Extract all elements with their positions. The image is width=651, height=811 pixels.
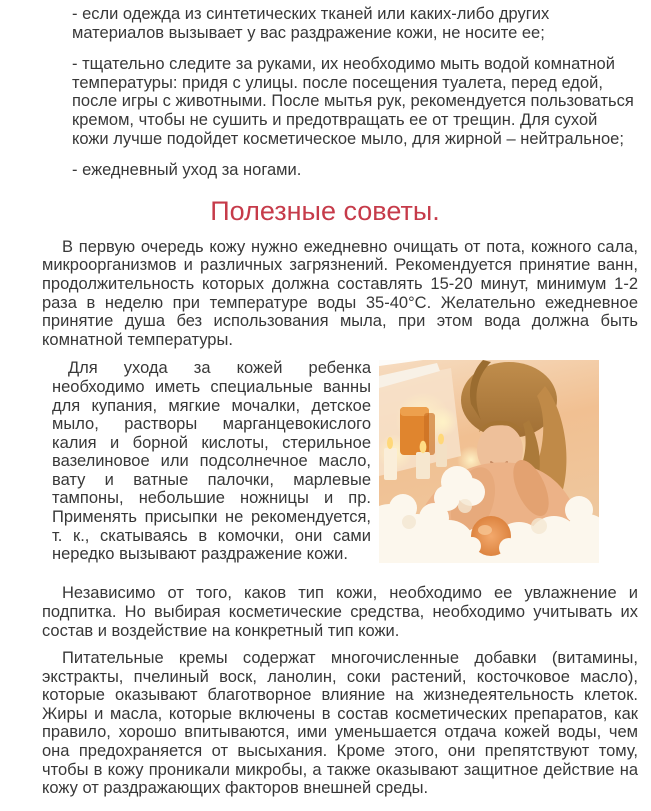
bullet-list <box>72 5 638 180</box>
paragraph-moisturizing: Независимо от того, каков тип кожи, необходимо ее увлажнение и подпитка. Но выбирая косметические средства, необходимо учитывать их состав и воздействие на конкретный тип кожи. <box>42 584 638 640</box>
paragraph-child-skin-care: Для ухода за кожей ребенка необходимо иметь специальные ванны для купания, мягкие мочалки, детское мыло, растворы марганцевокислого калия и борной кислоты, стерильное вазелиновое или подсолнечное масло, вату и ватные палочки, марлевые тампоны, небольшие ножницы и пр. Применять присыпки не рекомендуется, т. к., скатываясь в комочки, они сами нередко вызывают раздражение кожи. <box>52 359 371 564</box>
section-heading: Полезные советы. <box>210 195 440 226</box>
woman-in-bubble-bath-photo <box>379 360 599 563</box>
bullet-item-foot-care: - ежедневный уход за ногами. <box>72 161 302 180</box>
bullet-item-hand-care: - тщательно следите за руками, их необходимо мыть водой комнатной температуры: придя с улицы. после посещения туалета, перед едой, после игры с животными. После мытья рук, рекомендуется пользоваться кремом, чтобы не сушить и предотвращать ее от трещин. Для сухой кожи лучше подойдет косметическое мыло, для жирной – нейтральное; <box>72 55 634 148</box>
paragraph-intro: В первую очередь кожу нужно ежедневно очищать от пота, кожного сала, микроорганизмов и различных загрязнений. Рекомендуется принятие ванн, продолжительность которых должна составлять 15-20 минут, минимум 1-2 раза в неделю при температуре воды 35-40°С. Желательно ежедневное принятие душа без использования мыла, при этом вода должна быть комнатной температуры. <box>42 237 638 349</box>
bullet-item-synthetic-clothes: - если одежда из синтетических тканей или каких-либо других материалов вызывает у вас раздражение кожи, не носите ее; <box>72 5 550 42</box>
bath-photo-illustration <box>379 360 599 563</box>
paragraph-nourishing-creams: Питательные кремы содержат многочисленные добавки (витамины, экстракты, пчелиный воск, ланолин, соки растений, косточковое масло), которые оказывают благотворное влияние на жизнедеятельность клеток. Жиры и масла, которые включены в состав косметических препаратов, как правило, хорошо впитываются, ими уменьшается отдача кожей воды, чем она предохраняется от высыхания. Кроме этого, они препятствуют тому, чтобы в кожу проникали микробы, а также оказывают защитное действие на кожу от раздражающих факторов внешней среды. <box>42 649 638 798</box>
